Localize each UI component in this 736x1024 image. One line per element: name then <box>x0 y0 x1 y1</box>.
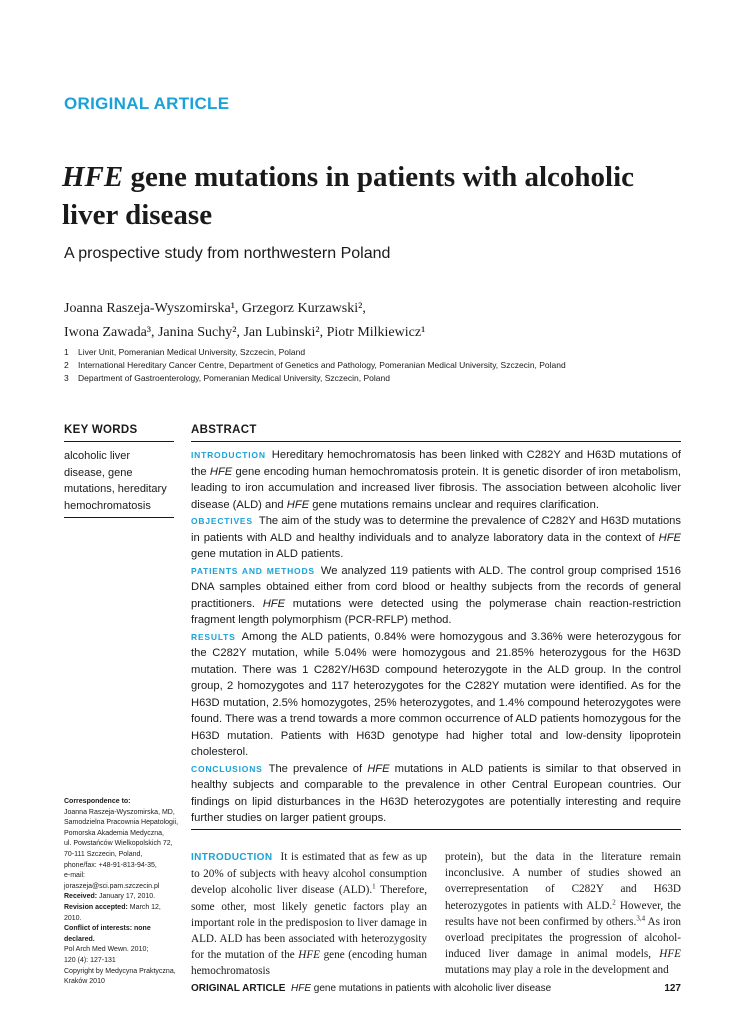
footer-title: gene mutations in patients with alcoholic liver disease <box>311 983 552 994</box>
body-divider <box>191 829 681 830</box>
affiliations <box>64 346 684 385</box>
affiliation-number: 2 <box>64 360 69 370</box>
key-words-divider <box>64 441 174 442</box>
abstract-results: RESULTS Among the ALD patients, 0.84% were homozygous and 3.36% were heterozygous for the C282Y mutation, while 5.04% were homozygous and 21.85% heterozygous for the H63D mutation. There was 1 C282Y/H63D compound heterozygote in the ALD group. In the control group, 2 homozygotes and 117 heterozygotes for the C282Y mutation were identified. As for the H63D mutation, 2.5% homozygotes, 25% heterozygotes, and 1.4% compound heterozygotes were found. There was a trend towards a more common occurrence of ALD patients homozygous for the H63D mutation. Patients with H63D genotype had higher total and low-density lipoprotein cholesterol. <box>191 630 681 758</box>
abstract-objectives-label: OBJECTIVES <box>191 516 253 526</box>
abstract-conclusions: CONCLUSIONS The prevalence of HFE mutations in ALD patients is similar to that observed in healthy subjects and comparable to the prevalence in other Central European countries. Our findings on lipid disturbances in the H63D heterozygotes are potentially interesting and require further studies on larger patient groups. <box>191 762 681 824</box>
authors-line2: Iwona Zawada³, Janina Suchy², Jan Lubinski², Piotr Milkiewicz¹ <box>64 325 426 340</box>
abstract-results-label: RESULTS <box>191 631 236 642</box>
title-gene-name: HFE <box>62 161 124 193</box>
affiliation-text: Liver Unit, Pomeranian Medical University, Szczecin, Poland <box>78 347 306 357</box>
body-column-1: INTRODUCTION It is estimated that as few as up to 20% of subjects with heavy alcohol consumption develop alcoholic liver disease (ALD).$^1$ Therefore, some other, most likely genetic factors play an important role in the predisposion to liver damage in ALD. ALD has been associated with heterozygosity for the mutation of the HFE gene (encoding human hemochromatosis <box>191 851 427 978</box>
affiliation-text: International Hereditary Cancer Centre, Department of Genetics and Pathology, Pomeranian Medical University, Szczecin, Poland <box>78 360 566 370</box>
received-date: Received: January 17, 2010. <box>64 893 156 901</box>
abstract-intro-label: INTRODUCTION <box>191 450 266 460</box>
affiliation-text: Department of Gastroenterology, Pomeranian Medical University, Szczecin, Poland <box>78 373 390 383</box>
correspondence-line: phone/fax: +48-91-813-94-35, <box>64 861 157 869</box>
correspondence-line: Joanna Raszeja-Wyszomirska, MD, <box>64 808 175 816</box>
copyright-line: Copyright by Medycyna Praktyczna, <box>64 967 176 975</box>
affiliation-item <box>64 346 684 359</box>
correspondence-block <box>64 797 179 988</box>
abstract-introduction: INTRODUCTION Hereditary hemochromatosis has been linked with C282Y and H63D mutations of the HFE gene encoding human hemochromatosis protein. It is genetic disorder of iron metabolism, leading to iron accumulation and increased liver fibrosis. The association between alcoholic liver disease (ALD) and HFE gene mutations remains unclear and requires clarification. <box>191 449 681 511</box>
correspondence-line: 70-111 Szczecin, Poland, <box>64 850 143 858</box>
introduction-heading: INTRODUCTION <box>191 852 273 863</box>
page-number: 127 <box>664 983 681 994</box>
title-line1: gene mutations in patients with alcoholic <box>123 161 634 193</box>
abstract-divider <box>191 441 681 442</box>
footer-section-label: ORIGINAL ARTICLE <box>191 983 286 994</box>
revision-date: Revision accepted: March 12, 2010. <box>64 903 161 922</box>
citation-line: Pol Arch Med Wewn. 2010; <box>64 946 149 954</box>
page-footer <box>191 983 681 994</box>
correspondence-line: Pomorska Akademia Medyczna, <box>64 829 164 837</box>
citation-line: 120 (4): 127-131 <box>64 956 116 964</box>
abstract-heading: ABSTRACT <box>191 424 257 436</box>
article-subtitle: A prospective study from northwestern Poland <box>64 245 391 262</box>
affiliation-number: 1 <box>64 347 69 357</box>
section-label: ORIGINAL ARTICLE <box>64 94 230 113</box>
body-column-2: protein), but the data in the literature remain inconclusive. A number of studies showed an overrepresentation of C282Y and H63D heterozygotes in patients with ALD.$^2$ However, the results have not been confirmed by others.$^{3,4}$ As iron overload precipitates the progression of alcohol-induced liver damage in animal models, HFE mutations may play a role in the development and <box>445 851 681 977</box>
abstract-body <box>191 447 681 827</box>
article-title <box>62 158 682 234</box>
affiliation-item <box>64 359 684 372</box>
abstract-objectives: OBJECTIVES The aim of the study was to determine the prevalence of C282Y and H63D mutations in patients with ALD and healthy individuals and to analyze laboratory data in the context of HFE gene mutation in ALD patients. <box>191 515 681 560</box>
authors-line1: Joanna Raszeja-Wyszomirska¹, Grzegorz Kurzawski², <box>64 301 366 316</box>
correspondence-line: Samodzielna Pracownia Hepatologii, <box>64 819 179 827</box>
copyright-line: Kraków 2010 <box>64 978 105 986</box>
key-words-bottom-divider <box>64 517 174 518</box>
abstract-conclusions-label: CONCLUSIONS <box>191 763 263 774</box>
conflict-statement: Conflict of interests: none declared. <box>64 925 151 943</box>
affiliation-number: 3 <box>64 373 69 383</box>
title-line2: liver disease <box>62 199 213 231</box>
author-list <box>64 297 664 345</box>
correspondence-line: ul. Powstańców Wielkopolskich 72, <box>64 840 173 848</box>
key-words-text: alcoholic liver disease, gene mutations, hereditary hemochromatosis <box>64 450 167 512</box>
footer-gene-name: HFE <box>291 983 312 994</box>
correspondence-heading: Correspondence to: <box>64 798 131 805</box>
key-words-heading: KEY WORDS <box>64 424 138 436</box>
correspondence-email: e-mail: joraszeja@sci.pam.szczecin.pl <box>64 872 160 890</box>
abstract-methods-label: PATIENTS AND METHODS <box>191 565 315 576</box>
abstract-methods: PATIENTS AND METHODS We analyzed 119 patients with ALD. The control group comprised 1516 DNA samples obtained either from cord blood or healthy subjects from the records of general practitioners. HFE mutations were detected using the polymerase chain reaction-restriction fragment length polymorphism (PCR-RFLP) method. <box>191 564 682 626</box>
affiliation-item <box>64 372 684 385</box>
